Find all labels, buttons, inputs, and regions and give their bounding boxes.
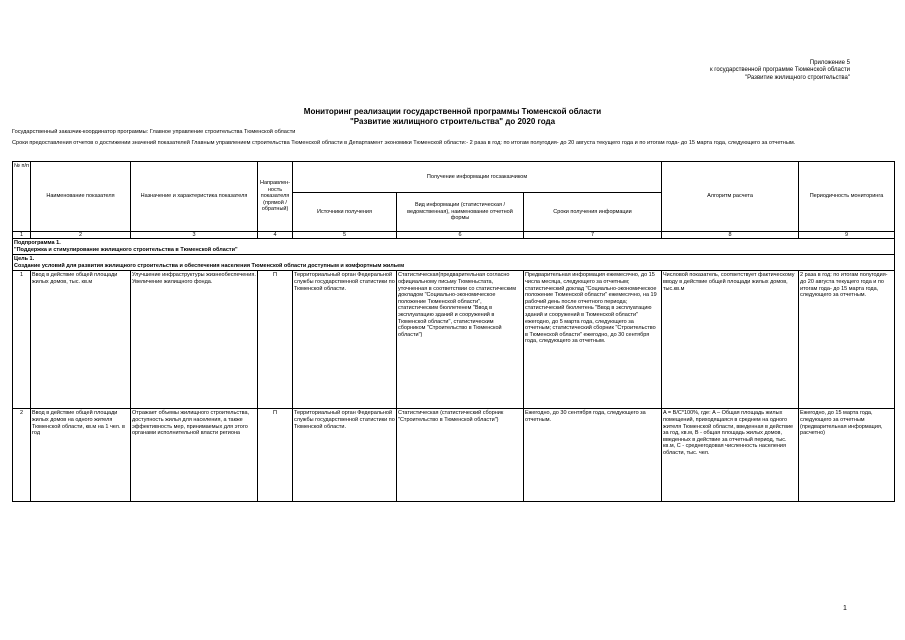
appendix-line-1: Приложение 5	[809, 60, 850, 66]
monitoring-table	[12, 161, 895, 502]
column-number: 3	[131, 232, 258, 239]
column-number: 4	[258, 232, 293, 239]
row-purpose: Улучшение инфраструктуры жизнеобеспечения. Увеличение жилищного фонда.	[131, 271, 258, 409]
header-info-type: Вид информации (статистическая / ведомственная), наименование отчетной формы	[397, 193, 524, 232]
goal-text: Создание условий для развития жилищного строительства и обеспечения населения Тюменской области доступным и комфортным жильем	[14, 262, 405, 269]
row-name: Ввод в действие общей площади жилых домов, тыс. кв.м	[31, 271, 131, 409]
subprogram-name: "Поддержка и стимулирование жилищного строительства в Тюменской области"	[14, 246, 238, 253]
row-num: 1	[13, 271, 31, 409]
row-info-type: Статистическая (статистический сборник "Строительство в Тюменской области")	[397, 409, 524, 502]
goal-cell	[13, 255, 895, 271]
customer-text: Государственный заказчик-координатор программы: Главное управление строительства Тюменской области	[12, 129, 296, 135]
appendix-line-3: "Развитие жилищного строительства"	[744, 74, 850, 81]
row-periodicity: Ежегодно, до 15 марта года, следующего за отчетным (предварительная информация, расчетно)	[799, 409, 895, 502]
column-number: 7	[524, 232, 662, 239]
subprogram-row	[13, 239, 895, 255]
row-num: 2	[13, 409, 31, 502]
document-title	[0, 107, 905, 126]
column-number: 9	[799, 232, 895, 239]
row-direction: П	[258, 409, 293, 502]
appendix-line-2: к государственной программе Тюменской области	[710, 67, 850, 74]
column-number: 5	[293, 232, 397, 239]
column-number: 8	[662, 232, 799, 239]
header-periodicity: Периодичность мониторинга	[799, 162, 895, 232]
table-row	[13, 271, 895, 409]
subprogram-cell	[13, 239, 895, 255]
row-sources: Территориальный орган Федеральной службы государственной статистики по Тюменской области.	[293, 271, 397, 409]
header-num: № п/п	[13, 162, 31, 232]
header-timing: Сроки получения информации	[524, 193, 662, 232]
title-line-2: "Развитие жилищного строительства" до 2020 года	[349, 116, 556, 126]
header-purpose: Назначение и характеристика показателя	[131, 162, 258, 232]
header-name: Наименование показателя	[31, 162, 131, 232]
goal-row	[13, 255, 895, 271]
page-number: 1	[843, 605, 847, 612]
row-algorithm: Числовой показатель, соответствует фактическому вводу в действие общей площади жилых домов, тыс.кв.м	[662, 271, 799, 409]
goal-label: Цель 1.	[14, 256, 35, 263]
row-direction: П	[258, 271, 293, 409]
row-timing: Ежегодно, до 30 сентября года, следующего за отчетным.	[524, 409, 662, 502]
row-purpose: Отражает объемы жилищного строительства, доступность жилья для населения, а также эффективность мер, принимаемых для этого органами исполнительной власти региона	[131, 409, 258, 502]
header-receiving: Получение информации госзаказчиком	[293, 162, 662, 193]
row-name: Ввод в действие общей площади жилых домов на одного жителя Тюменской области, кв.м на 1 чел. в год	[31, 409, 131, 502]
header-row-1	[13, 162, 895, 193]
column-number: 2	[31, 232, 131, 239]
row-algorithm: A = B/C*100%, где: A – Общая площадь жилых помещений, приходящаяся в среднем на одного жителя Тюменской области, введенная в действие за год, кв.м, B - общая площадь жилых домов, введенных в действие за отчетный период, тыс. кв.м, C - среднегодовая численность населения области, тыс. чел.	[662, 409, 799, 502]
column-number: 1	[13, 232, 31, 239]
table-row	[13, 409, 895, 502]
appendix-block	[640, 60, 850, 82]
title-line-1: Мониторинг реализации государственной программы Тюменской области	[303, 107, 602, 116]
row-timing: Предварительная информация ежемесячно, до 15 числа месяца, следующего за отчетным; статистический доклад "Социально-экономическое положение Тюменской области" ежемесячно, на 19 рабочий день после отчетного периода; статистический бюллетень "Ввод в эксплуатацию зданий и сооружений в Тюменской области" ежегодно, до 5 марта года, следующего за отчетным; статистический сборник "Строительство в Тюменской области" ежегодно, до 30 сентября года, следующего за отчетным.	[524, 271, 662, 409]
column-numbers-row	[13, 232, 895, 239]
header-sources: Источники получения	[293, 193, 397, 232]
deadlines-text: Сроки предоставления отчетов о достижении значений показателей Главным управлением строительства Тюменской области в Департамент экономики Тюменской области:- 2 раза в год: по итогам полугодия- до 20 августа текущего года и по итогам года- до 15 марта года, следующего за отчетным.	[12, 140, 796, 146]
row-periodicity: 2 раза в год: по итогам полугодия- до 20 августа текущего года и по итогам года- до 15 марта года, следующего за отчетным.	[799, 271, 895, 409]
header-algorithm: Алгоритм расчета	[662, 162, 799, 232]
column-number: 6	[397, 232, 524, 239]
row-sources: Территориальный орган Федеральной службы государственной статистики по Тюменской области.	[293, 409, 397, 502]
header-direction: Направлен-ность показателя (прямой / обратный)	[258, 162, 293, 232]
subprogram-title: Подпрограмма 1.	[14, 240, 61, 246]
row-info-type: Статистическая(предварительная согласно официальному письму Тюменьстата, уточненная в соответствии со статистическим докладом "Социально-экономическое положение Тюменской области", статистическим бюллетенем "Ввод в эксплуатацию зданий и сооружений в Тюменской области", статистическим сборником "Строительство в Тюменской области")	[397, 271, 524, 409]
